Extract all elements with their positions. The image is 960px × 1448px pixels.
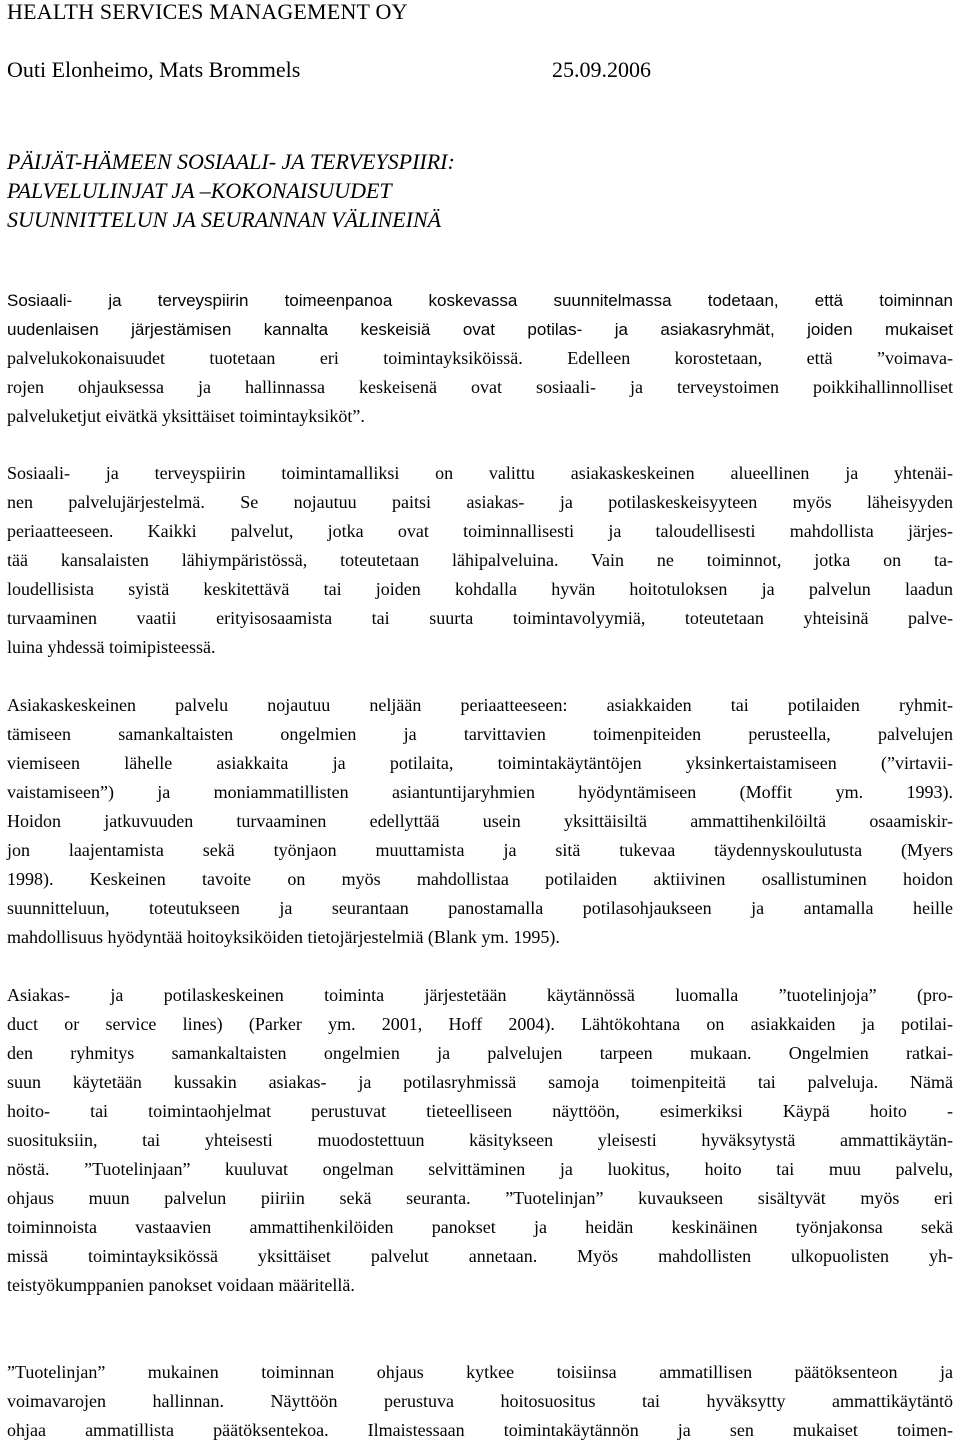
paragraph-2: [7, 459, 953, 662]
paragraph-line: turvaaminen vaatii erityisosaamista tai suurta toimintavolyymiä, toteutetaan yhteisinä palve-: [7, 608, 953, 628]
paragraph-3: [7, 691, 953, 952]
paragraph-line: duct or service lines) (Parker ym. 2001, Hoff 2004). Lähtökohtana on asiakkaiden ja potilai-: [7, 1014, 953, 1034]
paragraph-line: ”Tuotelinjan” mukainen toiminnan ohjaus kytkee toisiinsa ammatillisen päätöksenteon ja: [7, 1362, 953, 1382]
paragraph-line: den ryhmitys samankaltaisten ongelmien ja palvelujen tarpeen mukaan. Ongelmien ratkai-: [7, 1043, 953, 1063]
paragraph-1: [7, 286, 953, 431]
organization-name: HEALTH SERVICES MANAGEMENT OY: [7, 0, 408, 24]
paragraph-line: teistyökumppanien panokset voidaan määritellä.: [7, 1275, 355, 1295]
paragraph-line: hoito- tai toimintaohjelmat perustuvat tieteelliseen näyttöön, esimerkiksi Käypä hoito -: [7, 1101, 953, 1121]
paragraph-line: nen palvelujärjestelmä. Se nojautuu paitsi asiakas- ja potilaskeskeisyyteen myös läheisyyden: [7, 492, 953, 512]
paragraph-line: jon laajentamista sekä työnjaon muuttamista ja sitä tukevaa täydennyskoulutusta (Myers: [7, 840, 953, 860]
paragraph-line: Sosiaali- ja terveyspiirin toimeenpanoa koskevassa suunnitelmassa todetaan, että toiminnan: [7, 291, 953, 310]
title-line: SUUNNITTELUN JA SEURANNAN VÄLINEINÄ: [7, 207, 442, 232]
paragraph-line: Sosiaali- ja terveyspiirin toimintamalliksi on valittu asiakaskeskeinen alueellinen ja yhtenäi-: [7, 463, 953, 483]
paragraph-line: periaatteeseen. Kaikki palvelut, jotka ovat toiminnallisesti ja taloudellisesti mahdollista järjes-: [7, 521, 953, 541]
paragraph-line: loudellisista syistä keskitettävä tai joiden kohdalla hyvän hoitotuloksen ja palvelun laadun: [7, 579, 953, 599]
paragraph-line: tämiseen samankaltaisten ongelmien ja tarvittavien toimenpiteiden perusteella, palvelujen: [7, 724, 953, 744]
paragraph-line: voimavarojen hallinnan. Näyttöön perustuva hoitosuositus tai hyväksytty ammattikäytäntö: [7, 1391, 953, 1411]
paragraph-line: ohjaa ammatillista päätöksentekoa. Ilmaistessaan toimintakäytännön ja sen mukaiset toimen-: [7, 1420, 953, 1440]
paragraph-line: palvelukokonaisuudet tuotetaan eri toimintayksiköissä. Edelleen korostetaan, että ”voimava-: [7, 348, 953, 368]
document-date: 25.09.2006: [552, 57, 651, 82]
paragraph-line: viemiseen lähelle asiakkaita ja potilaita, toimintakäytäntöjen yksinkertaistamiseen (”virtavii-: [7, 753, 953, 773]
paragraph-line: tää kansalaisten lähiympäristössä, toteutetaan lähipalveluina. Vain ne toiminnot, jotka on ta-: [7, 550, 953, 570]
paragraph-line: nöstä. ”Tuotelinjaan” kuuluvat ongelman selvittäminen ja luokitus, hoito tai muu palvelu,: [7, 1159, 953, 1179]
paragraph-line: suunnitteluun, toteutukseen ja seurantaan panostamalla potilasohjaukseen ja antamalla heille: [7, 898, 953, 918]
paragraph-line: toiminnoista vastaavien ammattihenkilöiden panokset ja heidän keskinäinen työnjakonsa sekä: [7, 1217, 953, 1237]
paragraph-line: palveluketjut eivätkä yksittäiset toimintayksiköt”.: [7, 406, 365, 426]
authors: Outi Elonheimo, Mats Brommels: [7, 57, 301, 82]
title-line: PALVELULINJAT JA –KOKONAISUUDET: [7, 178, 392, 203]
paragraph-line: uudenlaisen järjestämisen kannalta keskeisiä ovat potilas- ja asiakasryhmät, joiden mukaiset: [7, 320, 953, 339]
paragraph-line: vaistamiseen”) ja moniammatillisten asiantuntijaryhmien hyödyntämiseen (Moffit ym. 1993).: [7, 782, 953, 802]
paragraph-line: suun käytetään kussakin asiakas- ja potilasryhmissä samoja toimenpiteitä tai palveluja. Nämä: [7, 1072, 953, 1092]
paragraph-4: [7, 981, 953, 1300]
paragraph-line: rojen ohjauksessa ja hallinnassa keskeisenä ovat sosiaali- ja terveystoimen poikkihallinnolliset: [7, 377, 953, 397]
paragraph-5: [7, 1358, 953, 1445]
paragraph-line: suosituksiin, tai yhteisesti muodostettuun käsitykseen yleisesti hyväksytystä ammattikäytän-: [7, 1130, 953, 1150]
paragraph-line: Asiakaskeskeinen palvelu nojautuu neljään periaatteeseen: asiakkaiden tai potilaiden ryhmit-: [7, 695, 953, 715]
paragraph-line: missä toimintayksikössä yksittäiset palvelut annetaan. Myös mahdollisten ulkopuolisten yh-: [7, 1246, 953, 1266]
paragraph-line: Hoidon jatkuvuuden turvaaminen edellyttää usein yksittäisiltä ammattihenkilöiltä osaamiskir-: [7, 811, 953, 831]
paragraph-line: 1998). Keskeinen tavoite on myös mahdollistaa potilaiden aktiivinen osallistuminen hoidon: [7, 869, 953, 889]
paragraph-line: Asiakas- ja potilaskeskeinen toiminta järjestetään käytännössä luomalla ”tuotelinjoja” (pro-: [7, 985, 953, 1005]
paragraph-line: ohjaus muun palvelun piiriin sekä seuranta. ”Tuotelinjan” kuvaukseen sisältyvät myös eri: [7, 1188, 953, 1208]
paragraph-line: luina yhdessä toimipisteessä.: [7, 637, 216, 657]
document-title: [7, 147, 455, 234]
title-line: PÄIJÄT-HÄMEEN SOSIAALI- JA TERVEYSPIIRI:: [7, 149, 455, 174]
paragraph-line: mahdollisuus hyödyntää hoitoyksiköiden tietojärjestelmiä (Blank ym. 1995).: [7, 927, 560, 947]
